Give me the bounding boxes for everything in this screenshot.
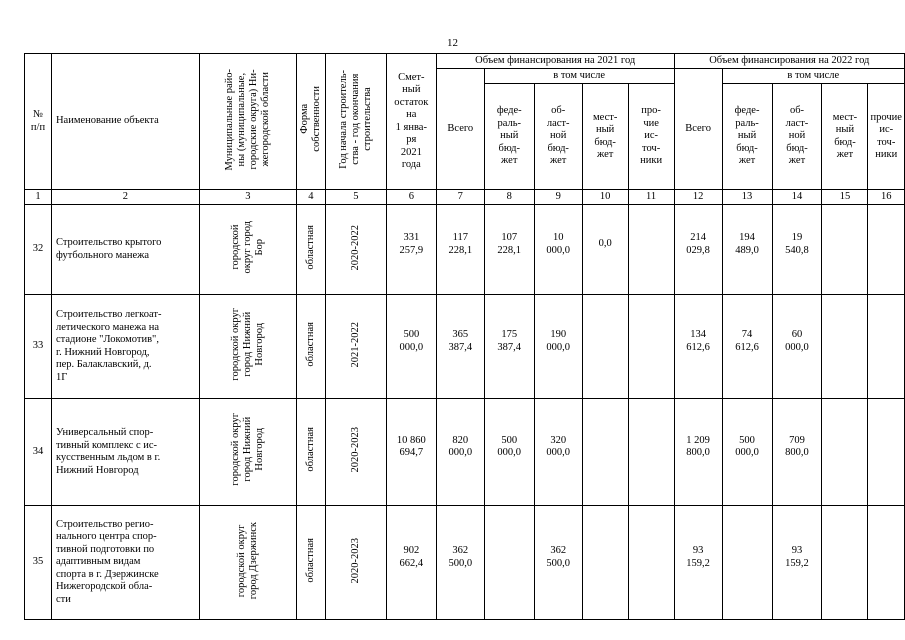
federal-2022: 194 489,0	[722, 205, 772, 295]
header-years: Год начала строитель- ства - год окончания строительства	[325, 54, 386, 190]
object-name: Универсальный спор- тивный комплекс с ис- кусственным льдом в г. Нижний Новгород	[51, 399, 199, 506]
other-2021	[628, 295, 674, 399]
object-name: Строительство регио- нального центра спор- тивной подготовки по адаптивным видам спорта в г. Дзержинске Нижегородской обла- сти	[51, 506, 199, 620]
total-2022: 93 159,2	[674, 506, 722, 620]
row-number: 32	[25, 205, 52, 295]
other-2021	[628, 205, 674, 295]
column-number: 3	[199, 190, 296, 205]
other-2022	[868, 295, 905, 399]
estimated-remainder: 10 860 694,7	[386, 399, 436, 506]
total-2022: 1 209 800,0	[674, 399, 722, 506]
total-2021: 365 387,4	[436, 295, 484, 399]
municipality: городской округ город Бор	[199, 205, 296, 295]
municipality: городской округ город Нижний Новгород	[199, 295, 296, 399]
total-2022: 134 612,6	[674, 295, 722, 399]
object-name: Строительство крытого футбольного манежа	[51, 205, 199, 295]
header-total-2022: Всего	[674, 69, 722, 190]
header-ownership: Форма собственности	[296, 54, 325, 190]
total-2022: 214 029,8	[674, 205, 722, 295]
construction-years: 2020-2023	[325, 506, 386, 620]
header-other-2022: прочие ис- точ- ники	[868, 84, 905, 190]
column-number: 9	[534, 190, 582, 205]
total-2021: 820 000,0	[436, 399, 484, 506]
ownership: областная	[296, 399, 325, 506]
total-2021: 362 500,0	[436, 506, 484, 620]
federal-2022: 500 000,0	[722, 399, 772, 506]
table-row	[25, 295, 905, 399]
column-number: 16	[868, 190, 905, 205]
header-other-2021: про- чие ис- точ- ники	[628, 84, 674, 190]
table-row	[25, 205, 905, 295]
column-number: 12	[674, 190, 722, 205]
column-number: 13	[722, 190, 772, 205]
header-fin2021: Объем финансирования на 2021 год	[436, 54, 674, 69]
column-number: 14	[772, 190, 822, 205]
header-regional-2021: об- ласт- ной бюд- жет	[534, 84, 582, 190]
header-total-2021: Всего	[436, 69, 484, 190]
header-including-2022: в том числе	[722, 69, 904, 84]
column-number: 15	[822, 190, 868, 205]
regional-2021: 10 000,0	[534, 205, 582, 295]
federal-2021	[484, 506, 534, 620]
column-number: 1	[25, 190, 52, 205]
local-2022	[822, 205, 868, 295]
header-name: Наименование объекта	[51, 54, 199, 190]
column-number: 8	[484, 190, 534, 205]
other-2022	[868, 399, 905, 506]
other-2022	[868, 506, 905, 620]
column-number: 6	[386, 190, 436, 205]
regional-2022: 93 159,2	[772, 506, 822, 620]
regional-2022: 60 000,0	[772, 295, 822, 399]
ownership: областная	[296, 295, 325, 399]
header-federal-2021: феде- раль- ный бюд- жет	[484, 84, 534, 190]
construction-years: 2020-2022	[325, 205, 386, 295]
header-regional-2022: об- ласт- ной бюд- жет	[772, 84, 822, 190]
table-row	[25, 399, 905, 506]
object-name: Строительство легкоат- летического манежа на стадионе "Локомотив", г. Нижний Новгород, пер. Балаклавский, д. 1Г	[51, 295, 199, 399]
header-remainder: Смет- ный остаток на 1 янва- ря 2021 года	[386, 54, 436, 190]
estimated-remainder: 902 662,4	[386, 506, 436, 620]
other-2022	[868, 205, 905, 295]
column-number: 4	[296, 190, 325, 205]
estimated-remainder: 331 257,9	[386, 205, 436, 295]
construction-years: 2020-2023	[325, 399, 386, 506]
header-including-2021: в том числе	[484, 69, 674, 84]
local-2021: 0,0	[582, 205, 628, 295]
row-number: 35	[25, 506, 52, 620]
regional-2021: 362 500,0	[534, 506, 582, 620]
local-2022	[822, 295, 868, 399]
header-fin2022: Объем финансирования на 2022 год	[674, 54, 904, 69]
federal-2021: 107 228,1	[484, 205, 534, 295]
local-2021	[582, 295, 628, 399]
header-row-1	[25, 54, 905, 69]
regional-2021: 190 000,0	[534, 295, 582, 399]
header-federal-2022: феде- раль- ный бюд- жет	[722, 84, 772, 190]
row-number: 33	[25, 295, 52, 399]
ownership: областная	[296, 205, 325, 295]
municipality: городской округ город Нижний Новгород	[199, 399, 296, 506]
column-number: 2	[51, 190, 199, 205]
federal-2021: 500 000,0	[484, 399, 534, 506]
column-number: 11	[628, 190, 674, 205]
other-2021	[628, 506, 674, 620]
header-local-2022: мест- ный бюд- жет	[822, 84, 868, 190]
header-num: № п/п	[25, 54, 52, 190]
total-2021: 117 228,1	[436, 205, 484, 295]
federal-2022	[722, 506, 772, 620]
local-2021	[582, 399, 628, 506]
regional-2022: 709 800,0	[772, 399, 822, 506]
local-2022	[822, 506, 868, 620]
construction-years: 2021-2022	[325, 295, 386, 399]
row-number: 34	[25, 399, 52, 506]
federal-2022: 74 612,6	[722, 295, 772, 399]
table-row	[25, 506, 905, 620]
financing-table	[24, 53, 905, 620]
header-local-2021: мест- ный бюд- жет	[582, 84, 628, 190]
federal-2021: 175 387,4	[484, 295, 534, 399]
other-2021	[628, 399, 674, 506]
ownership: областная	[296, 506, 325, 620]
regional-2021: 320 000,0	[534, 399, 582, 506]
column-number: 10	[582, 190, 628, 205]
regional-2022: 19 540,8	[772, 205, 822, 295]
column-number: 5	[325, 190, 386, 205]
column-number-row	[25, 190, 905, 205]
page-number: 12	[447, 37, 458, 49]
local-2021	[582, 506, 628, 620]
local-2022	[822, 399, 868, 506]
header-municipality: Муниципальные райо- ны (муниципальные, городские округа) Ни- жегородской области	[199, 54, 296, 190]
estimated-remainder: 500 000,0	[386, 295, 436, 399]
column-number: 7	[436, 190, 484, 205]
municipality: городской округ город Дзержинск	[199, 506, 296, 620]
